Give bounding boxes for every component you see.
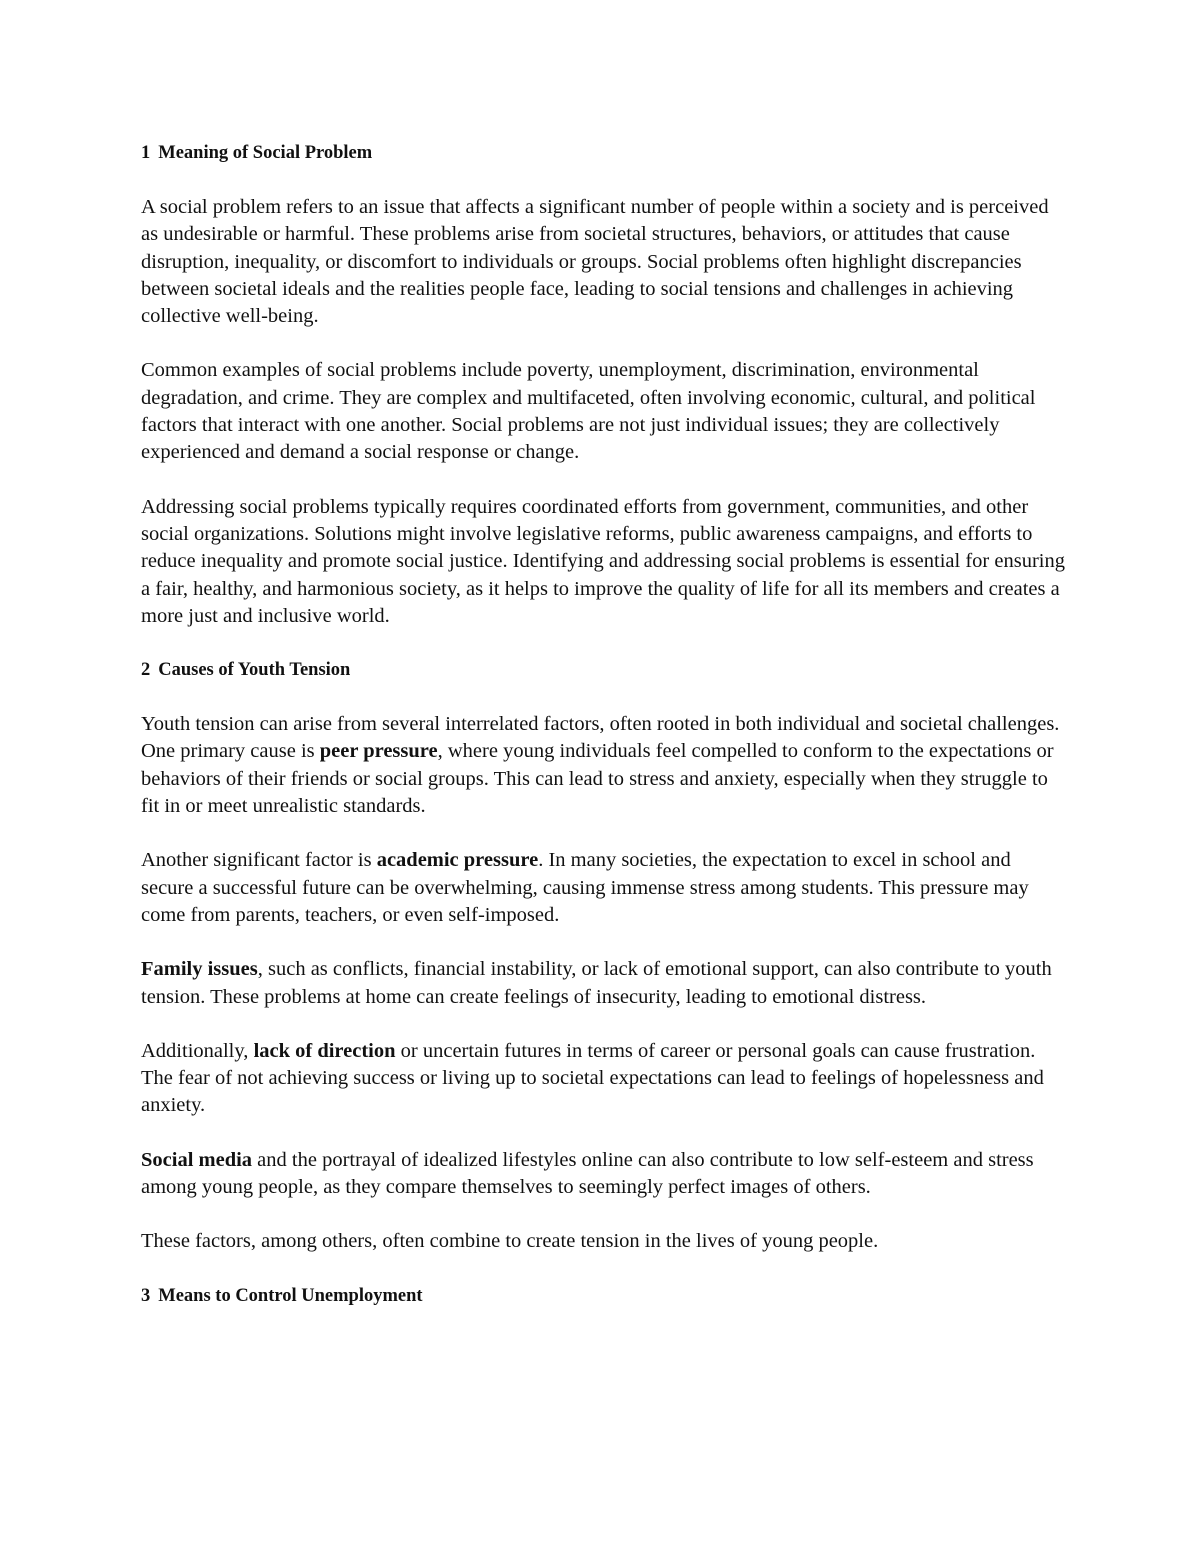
paragraph-text: , where young individuals feel compelled to conform to the expectations or behaviors of their friends or social groups. This can lead to stress and anxiety, especially when they struggle to fit in or meet unrealistic standards. [141,740,1054,818]
section-number: 2 [141,660,151,681]
section-title: Means to Control Unemployment [158,1285,423,1306]
section-heading [141,1283,1066,1310]
body-paragraph [141,1228,1066,1255]
section-title: Causes of Youth Tension [158,660,351,681]
bold-term: peer pressure [319,740,438,763]
paragraph-text: A social problem refers to an issue that affects a significant number of people within a society and is perceived as undesirable or harmful. These problems arise from societal structures, behaviors, or attitudes that cause disruption, inequality, or discomfort to individuals or groups. Social problems often highlight discrepancies between societal ideals and the realities people face, leading to social tensions and challenges in achieving collective well-being. [141,196,1049,328]
bold-term: Social media [141,1148,253,1171]
paragraph-text: Additionally, [141,1039,254,1062]
bold-term: lack of direction [253,1039,396,1062]
body-paragraph [141,711,1066,820]
paragraph-text: Youth tension can arise from several interrelated factors, often rooted in both individual and societal challenges. One primary cause is [141,713,1060,763]
section-number: 3 [141,1285,151,1306]
paragraph-text: Addressing social problems typically requires coordinated efforts from government, communities, and other social organizations. Solutions might involve legislative reforms, public awareness campaigns, and efforts to reduce inequality and promote social justice. Identifying and addressing social problems is essential for ensuring a fair, healthy, and harmonious society, as it helps to improve the quality of life for all its members and creates a more just and inclusive world. [141,495,1065,627]
body-paragraph [141,1038,1066,1120]
section-heading [141,140,1066,167]
paragraph-text: . In many societies, the expectation to excel in school and secure a successful future can be overwhelming, causing immense stress among students. This pressure may come from parents, teachers, or even self-imposed. [141,849,1029,926]
bold-term: academic pressure [376,849,539,872]
body-paragraph [141,1147,1066,1202]
paragraph-text: These factors, among others, often combine to create tension in the lives of young people. [141,1230,879,1253]
body-paragraph [141,494,1066,630]
body-paragraph [141,357,1066,466]
paragraph-text: or uncertain futures in terms of career or personal goals can cause frustration. The fear of not achieving success or living up to societal expectations can lead to feelings of hopelessness and anxiety. [141,1039,1044,1117]
paragraph-text: , such as conflicts, financial instability, or lack of emotional support, can also contribute to youth tension. These problems at home can create feelings of insecurity, leading to emotional distress. [141,958,1052,1008]
document-page [141,140,1066,1337]
paragraph-text: Another significant factor is [141,849,377,872]
section-title: Meaning of Social Problem [158,143,373,163]
section-number: 1 [141,143,151,163]
section-heading [141,657,1066,684]
bold-term: Family issues [141,958,258,981]
body-paragraph [141,194,1066,330]
body-paragraph [141,956,1066,1011]
paragraph-text: and the portrayal of idealized lifestyles online can also contribute to low self-esteem and stress among young people, as they compare themselves to seemingly perfect images of others. [141,1148,1034,1199]
paragraph-text: Common examples of social problems include poverty, unemployment, discrimination, environmental degradation, and crime. They are complex and multifaceted, often involving economic, cultural, and political factors that interact with one another. Social problems are not just individual issues; they are collectively experienced and demand a social response or change. [141,359,1036,464]
body-paragraph [141,847,1066,929]
